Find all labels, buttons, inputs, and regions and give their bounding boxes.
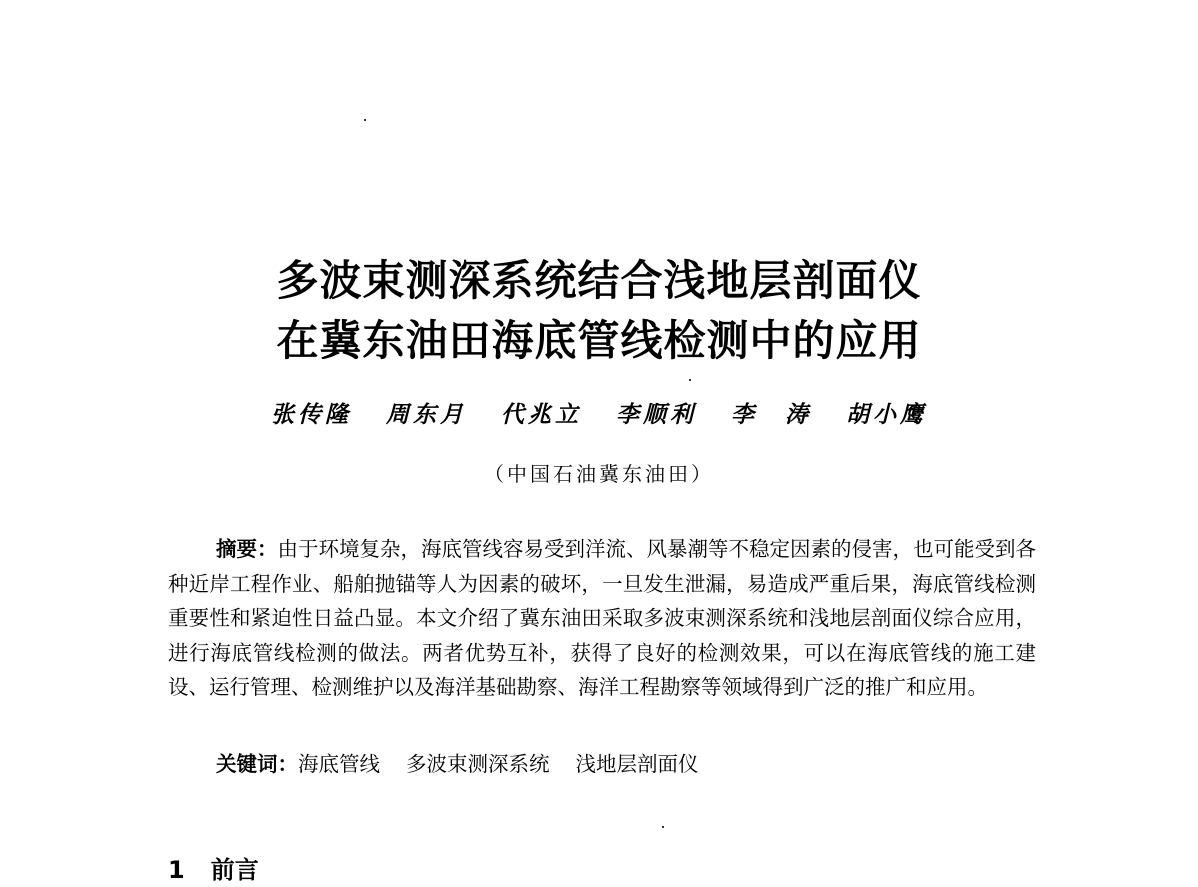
keyword: 浅地层剖面仪 [575,752,699,776]
paper-title-line-1: 多波束测深系统结合浅地层剖面仪 [276,256,922,305]
section-heading [168,853,259,887]
scan-speck [662,826,664,828]
scan-speck [364,119,366,121]
paper-title-line-2: 在冀东油田海底管线检测中的应用 [276,316,922,365]
author-name: 胡小鹰 [846,401,928,428]
author-list [0,400,1198,430]
keyword: 多波束测深系统 [406,752,550,776]
abstract [168,532,1036,705]
section-title: 前言 [210,856,259,884]
keyword: 海底管线 [298,752,380,776]
affiliation: （中国石油冀东油田） [484,462,714,486]
keywords [216,747,1036,781]
section-number: 1 [168,856,185,884]
scan-speck [689,379,691,381]
author-name: 周东月 [385,401,467,428]
author-name: 张传隆 [270,401,352,428]
author-name: 李顺利 [616,401,697,428]
abstract-text: 由于环境复杂，海底管线容易受到洋流、风暴潮等不稳定因素的侵害，也可能受到各种近岸工程作业、船舶抛锚等人为因素的破坏，一旦发生泄漏，易造成严重后果，海底管线检测重要性和紧迫性日益凸显。本文介绍了冀东油田采取多波束测深系统和浅地层剖面仪综合应用，进行海底管线检测的做法。两者优势互补，获得了良好的检测效果，可以在海底管线的施工建设、运行管理、检测维护以及海洋基础勘察、海洋工程勘察等领域得到广泛的推广和应用。 [168,537,1036,699]
author-name: 李 涛 [731,401,813,428]
keywords-label: 关键词： [216,752,298,776]
abstract-label: 摘要： [216,537,278,561]
author-name: 代兆立 [500,401,582,428]
